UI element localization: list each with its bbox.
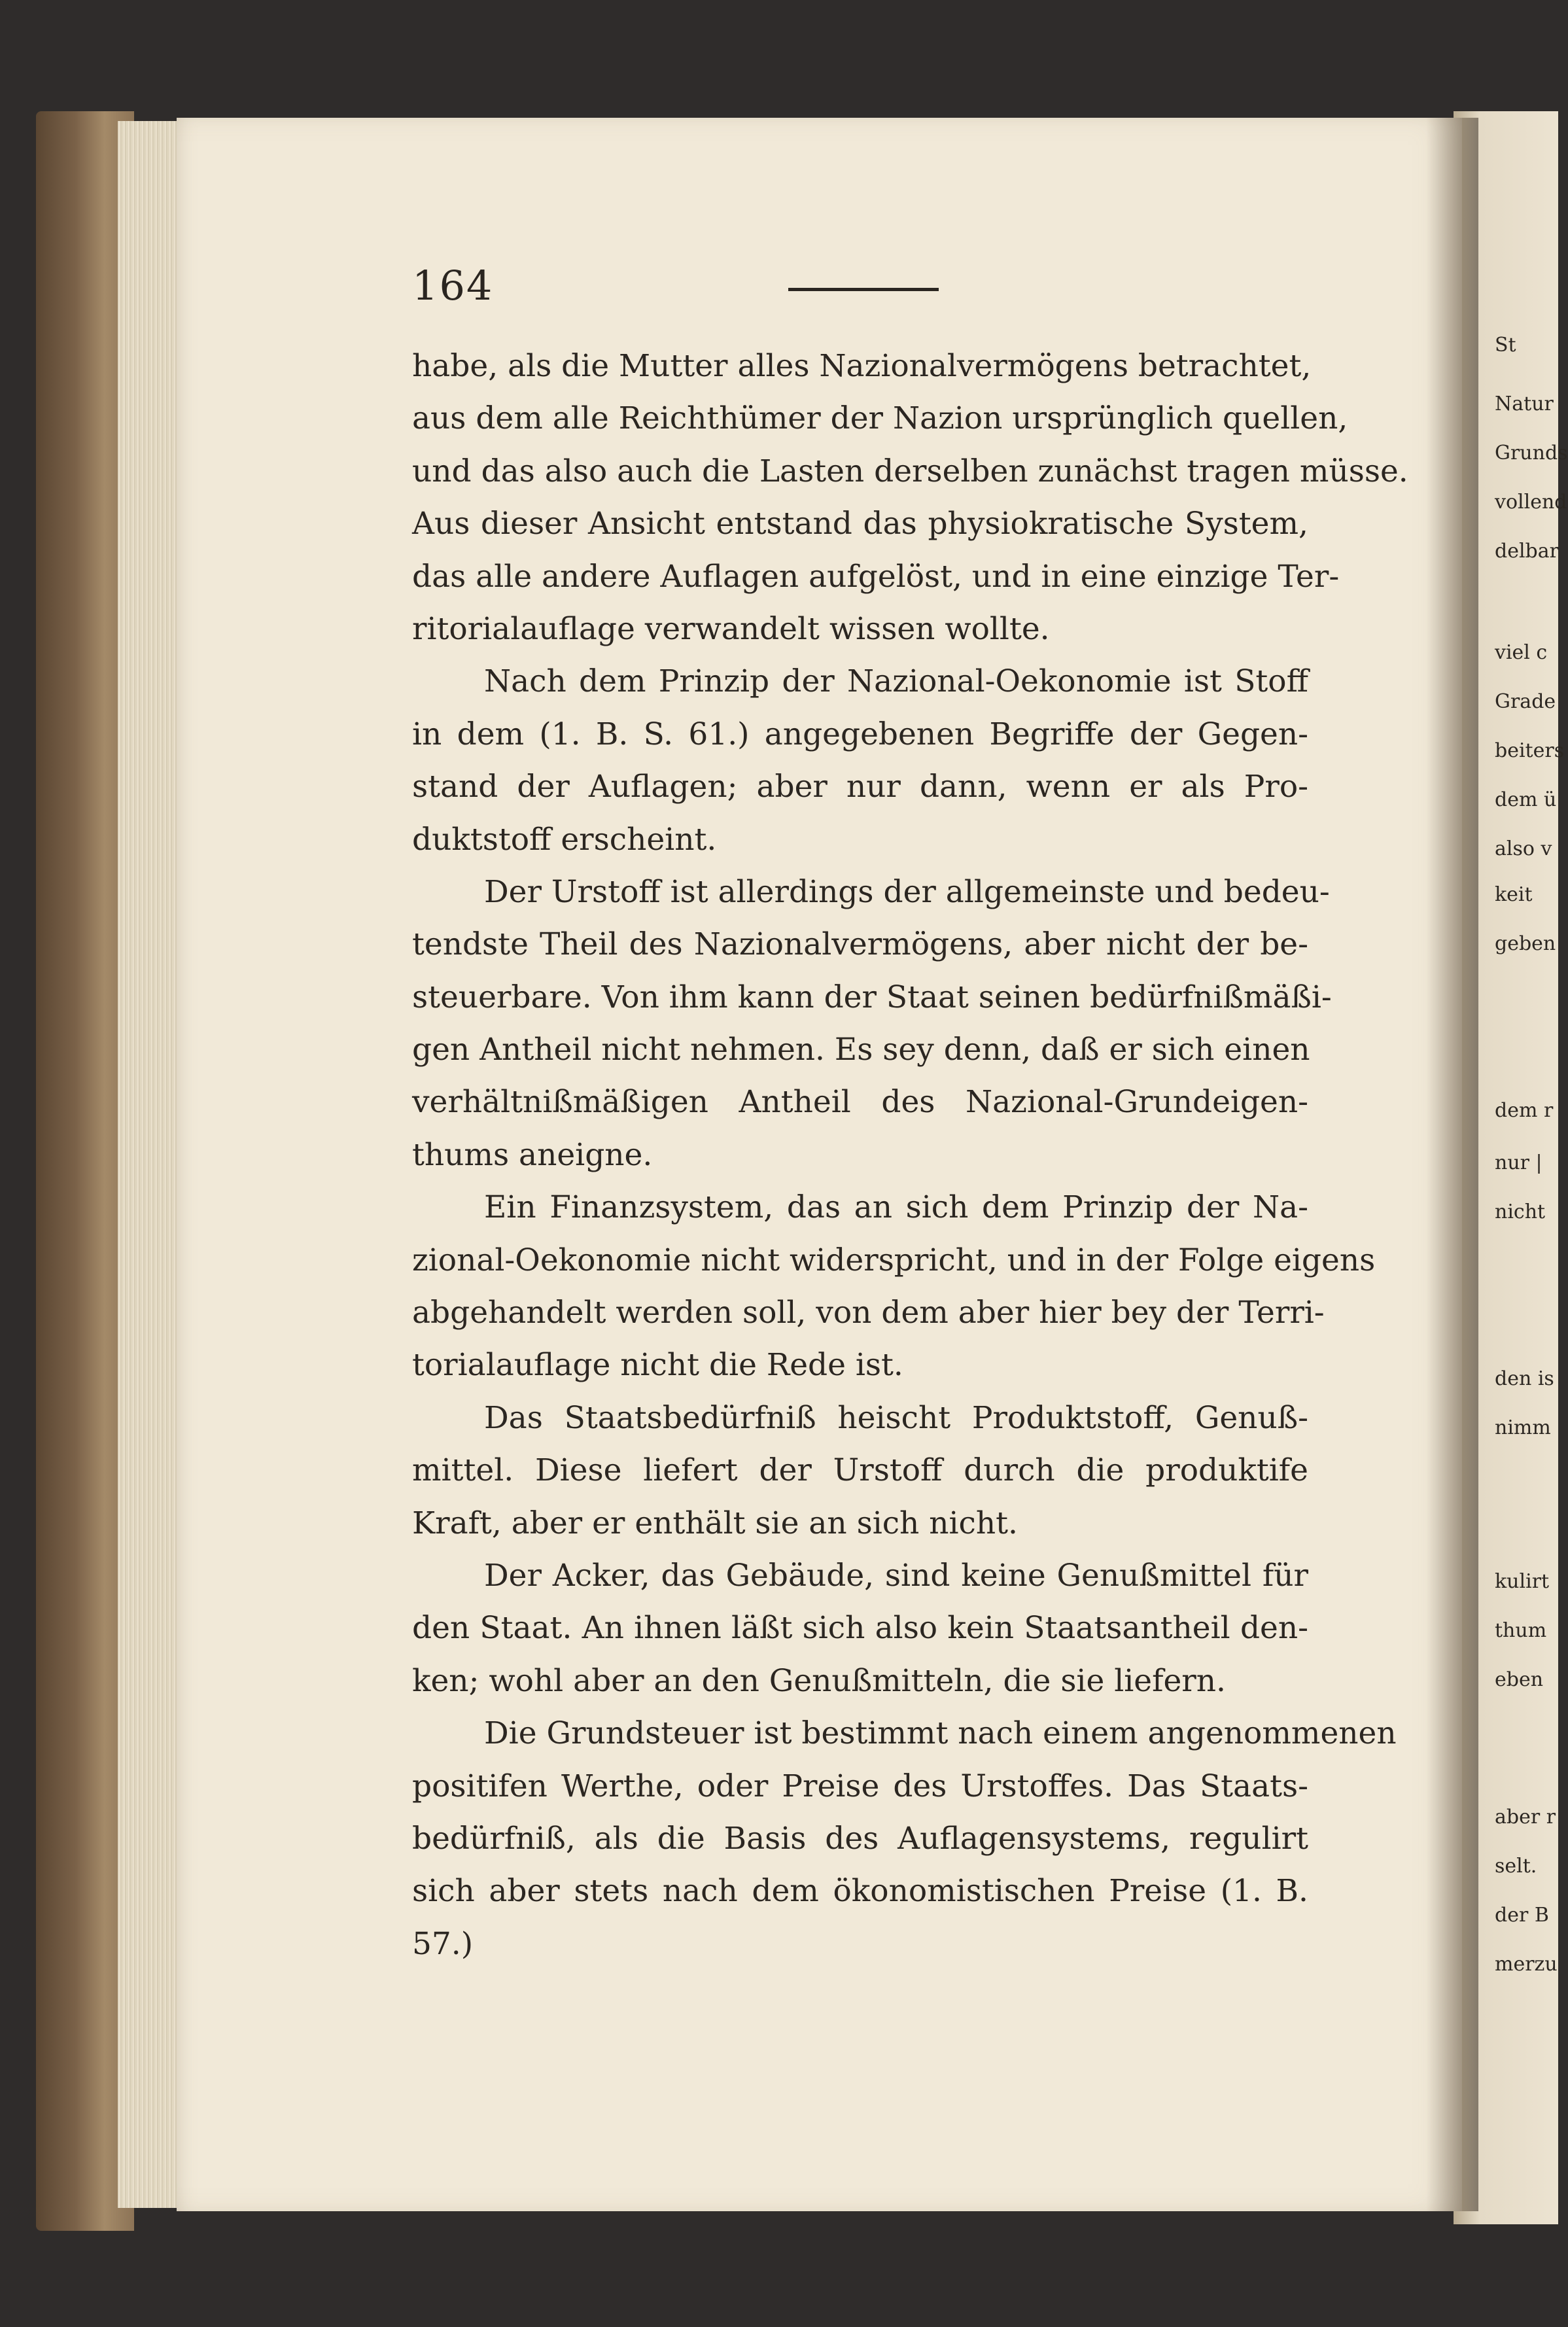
adjacent-page-fragment: delbar [1495, 540, 1559, 563]
text-line: stand der Auflagen; aber nur dann, wenn er als Pro- [412, 769, 1308, 805]
text-line: tendste Theil des Nazionalvermögens, aber nicht der be- [412, 926, 1308, 963]
text-line: Kraft, aber er enthält sie an sich nicht. [412, 1505, 1018, 1541]
text-line: aus dem alle Reichthümer der Nazion ursprünglich quellen, [412, 400, 1348, 437]
adjacent-page-fragment: Grunds [1495, 442, 1568, 464]
text-line: sich aber stets nach dem ökonomistischen Preise (1. B. [412, 1873, 1308, 1910]
adjacent-page-fragment: selt. [1495, 1855, 1537, 1878]
text-line: abgehandelt werden soll, von dem aber hier bey der Terri- [412, 1295, 1325, 1331]
text-line: Der Urstoff ist allerdings der allgemeinste und bedeu- [484, 873, 1330, 910]
paragraph [412, 1550, 1308, 1707]
page-edges [118, 121, 183, 2208]
adjacent-page-fragment: dem r [1495, 1099, 1554, 1122]
adjacent-page-fragment: der B [1495, 1904, 1549, 1927]
text-line: mittel. Diese liefert der Urstoff durch die produktife [412, 1452, 1308, 1489]
adjacent-page-fragment: aber r [1495, 1806, 1556, 1828]
text-line: torialauflage nicht die Rede ist. [412, 1347, 903, 1384]
adjacent-page-fragment: keit [1495, 883, 1533, 906]
adjacent-page-fragment: kulirt [1495, 1570, 1550, 1593]
adjacent-page-fragment: nicht [1495, 1200, 1546, 1223]
adjacent-page-fragment: viel c [1495, 641, 1548, 664]
paragraph [412, 340, 1408, 656]
adjacent-page-fragment: also v [1495, 837, 1552, 860]
adjacent-page-fragment: Grade [1495, 690, 1556, 713]
adjacent-page-fragment: beiters [1495, 739, 1565, 762]
adjacent-page-fragment: geben [1495, 932, 1556, 955]
adjacent-page-fragment: den is [1495, 1367, 1554, 1390]
paragraph [412, 1392, 1308, 1550]
page-header [412, 262, 1308, 314]
text-line: gen Antheil nicht nehmen. Es sey denn, daß er sich einen [412, 1032, 1310, 1068]
page-number: 164 [412, 262, 494, 309]
text-line: steuerbare. Von ihm kann der Staat seinen bedürfnißmäßi- [412, 979, 1332, 1015]
text-line: zional-Oekonomie nicht widerspricht, und in der Folge eigens [412, 1242, 1376, 1278]
text-line: ken; wohl aber an den Genußmitteln, die sie liefern. [412, 1662, 1226, 1699]
adjacent-page-fragment: eben [1495, 1668, 1544, 1691]
text-line: und das also auch die Lasten derselben zunächst tragen müsse. [412, 453, 1408, 489]
adjacent-page-fragment: St [1495, 334, 1516, 357]
adjacent-page-fragment: vollend [1495, 491, 1567, 514]
text-line: den Staat. An ihnen läßt sich also kein Staatsantheil den- [412, 1610, 1308, 1647]
text-line: positifen Werthe, oder Preise des Urstoffes. Das Staats- [412, 1768, 1308, 1804]
text-line: 57.) [412, 1925, 474, 1962]
adjacent-page-fragment: nur | [1495, 1151, 1542, 1174]
text-line: Aus dieser Ansicht entstand das physiokratische System, [412, 506, 1308, 542]
adjacent-page-fragment: thum [1495, 1619, 1547, 1642]
text-line: Das Staatsbedürfniß heischt Produktstoff, Genuß- [484, 1399, 1308, 1436]
header-rule [788, 288, 939, 291]
text-line: das alle andere Auflagen aufgelöst, und in eine einzige Ter- [412, 558, 1340, 595]
text-line: bedürfniß, als die Basis des Auflagensystems, regulirt [412, 1820, 1308, 1857]
adjacent-page-fragment: merzu [1495, 1953, 1558, 1976]
gutter-shadow [1426, 118, 1478, 2211]
text-line: ritorialauflage verwandelt wissen wollte. [412, 610, 1050, 647]
text-line: Ein Finanzsystem, das an sich dem Prinzip der Na- [484, 1189, 1308, 1226]
paragraph [412, 656, 1308, 866]
text-line: thums aneigne. [412, 1136, 653, 1173]
text-line: in dem (1. B. S. 61.) angegebenen Begriffe der Gegen- [412, 716, 1308, 752]
text-line: habe, als die Mutter alles Nazionalvermögens betrachtet, [412, 348, 1312, 384]
text-line: verhältnißmäßigen Antheil des Nazional-Grundeigen- [412, 1084, 1308, 1121]
body-text [412, 340, 1408, 1970]
paragraph [412, 866, 1332, 1181]
text-line: Der Acker, das Gebäude, sind keine Genußmittel für [484, 1557, 1308, 1594]
adjacent-page-fragment: Natur [1495, 393, 1554, 415]
text-line: Nach dem Prinzip der Nazional-Oekonomie ist Stoff [484, 663, 1308, 700]
adjacent-page-fragment: nimm [1495, 1416, 1551, 1439]
text-line: Die Grundsteuer ist bestimmt nach einem angenommenen [484, 1715, 1397, 1752]
paragraph [412, 1707, 1397, 1970]
adjacent-page-fragment: dem ü [1495, 788, 1557, 811]
paragraph [412, 1181, 1376, 1392]
text-line: duktstoff erscheint. [412, 821, 717, 858]
